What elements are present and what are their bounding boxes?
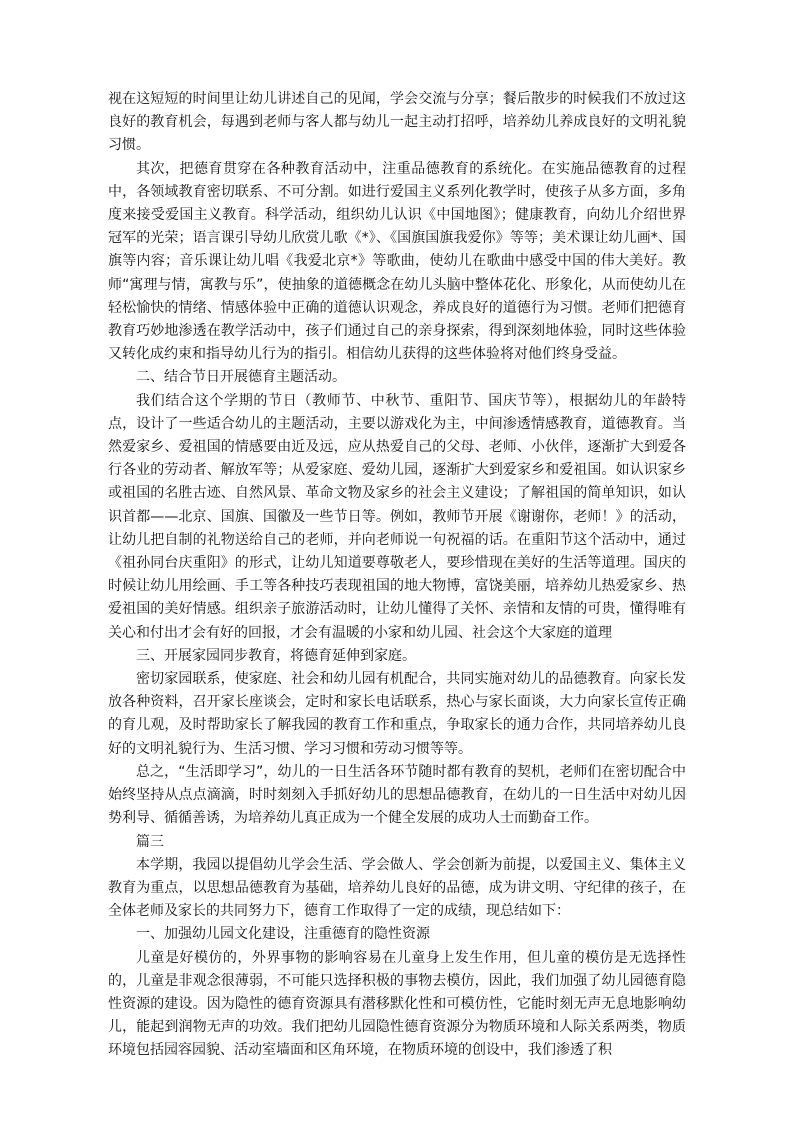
paragraph-festivals: 我们结合这个学期的节日（教师节、中秋节、重阳节、国庆节等），根据幼儿的年龄特点，设计了一些适合幼儿的主题活动，主要以游戏化为主，中间渗透情感教育，道德教育。当然爱家乡、爱祖国的情感要由近及远，应从热爱自己的父母、老师、小伙伴，逐渐扩大到爱各行各业的劳动者、解放军等；从爱家庭、爱幼儿园，逐渐扩大到爱家乡和爱祖国。如认识家乡或祖国的名胜古迹、自然风景、革命文物及家乡的社会主义建设；了解祖国的简单知识，如认识首都——北京、国旗、国徽及一些节日等。例如，教师节开展《谢谢你，老师！》的活动，让幼儿把自制的礼物送给自己的老师，并向老师说一句祝福的话。在重阳节这个活动中，通过《祖孙同台庆重阳》的形式，让幼儿知道要尊敬老人，要珍惜现在美好的生活等道理。国庆的时候让幼儿用绘画、手工等各种技巧表现祖国的地大物博，富饶美丽，培养幼儿热爱家乡、热爱祖国的美好情感。组织亲子旅游活动时，让幼儿懂得了关怀、亲情和友情的可贵，懂得唯有关心和付出才会有好的回报，才会有温暖的小家和幼儿园、社会这个大家庭的道理 (108, 392, 686, 641)
section-heading-family: 三、开展家园同步教育，将德育延伸到家庭。 (136, 647, 416, 664)
paragraph-moral-education-activities: 其次，把德育贯穿在各种教育活动中，注重品德教育的系统化。在实施品德教育的过程中，各领域教育密切联系、不可分割。如进行爱国主义系列化教学时，使孩子从多方面，多角度来接受爱国主义教育。科学活动，组织幼儿认识《中国地图》；健康教育，向幼儿介绍世界冠军的光荣；语言课引导幼儿欣赏儿歌《*》、《国旗国旗我爱你》等等；美术课让幼儿画*、国旗等内容；音乐课让幼儿唱《我爱北京*》等歌曲，使幼儿在歌曲中感受中国的伟大美好。教师“寓理与情，寓教与乐”，使抽象的道德概念在幼儿头脑中整体花化、形象化，从而使幼儿在轻松愉快的情绪、情感体验中正确的道德认识观念，养成良好的道德行为习惯。老师们把德育教育巧妙地渗透在教学活动中，孩子们通过自己的亲身探索，得到深刻地体验，同时这些体验又转化成约束和指导幼儿行为的指引。相信幼儿获得的这些体验将对他们终身受益。 (108, 160, 686, 363)
paragraph-culture: 儿童是好模仿的，外界事物的影响容易在儿童身上发生作用，但儿童的模仿是无选择性的，儿童是非观念很薄弱，不可能只选择积极的事物去模仿，因此，我们加强了幼儿园德育隐性资源的建设。因为隐性的德育资源具有潜移默化性和可模仿性，它能时刻无声无息地影响幼儿，能起到润物无声的功效。我们把幼儿园隐性德育资源分为物质环境和人际关系两类，物质环境包括园容园貌、活动室墙面和区角环境，在物质环境的创设中，我们渗透了积 (108, 949, 686, 1059)
paragraph-intro: 本学期，我园以提倡幼儿学会生活、学会做人、学会创新为前提，以爱国主义、集体主义教育为重点，以思想品德教育为基础，培养幼儿良好的品德，成为讲文明、守纪律的孩子，在全体老师及家长的共同努力下，德育工作取得了一定的成绩，现总结如下： (108, 856, 686, 920)
document-page (108, 88, 686, 1063)
section-heading-culture: 一、加强幼儿园文化建设，注重德育的隐性资源 (136, 926, 430, 943)
paragraph-continuation: 视在这短短的时间里让幼儿讲述自己的见闻，学会交流与分享；餐后散步的时候我们不放过这良好的教育机会，每遇到老师与客人都与幼儿一起主动打招呼，培养幼儿养成良好的文明礼貌习惯。 (108, 91, 686, 154)
part-heading: 篇三 (136, 833, 164, 850)
section-heading-festivals: 二、结合节日开展德育主题活动。 (136, 369, 346, 386)
paragraph-summary: 总之，“生活即学习”，幼儿的一日生活各环节随时都有教育的契机，老师们在密切配合中始终坚持从点点滴滴，时时刻刻入手抓好幼儿的思想品德教育，在幼儿的一日生活中对幼儿因势利导、循循善诱，为培养幼儿真正成为一个健全发展的成功人士而勤奋工作。 (108, 763, 686, 827)
paragraph-family: 密切家园联系，使家庭、社会和幼儿园有机配合，共同实施对幼儿的品德教育。向家长发放各种资料，召开家长座谈会，定时和家长电话联系，热心与家长面谈，大力向家长宣传正确的育儿观，及时帮助家长了解我园的教育工作和重点，争取家长的通力合作，共同培养幼儿良好的文明礼貌行为、生活习惯、学习习惯和劳动习惯等等。 (108, 671, 686, 757)
